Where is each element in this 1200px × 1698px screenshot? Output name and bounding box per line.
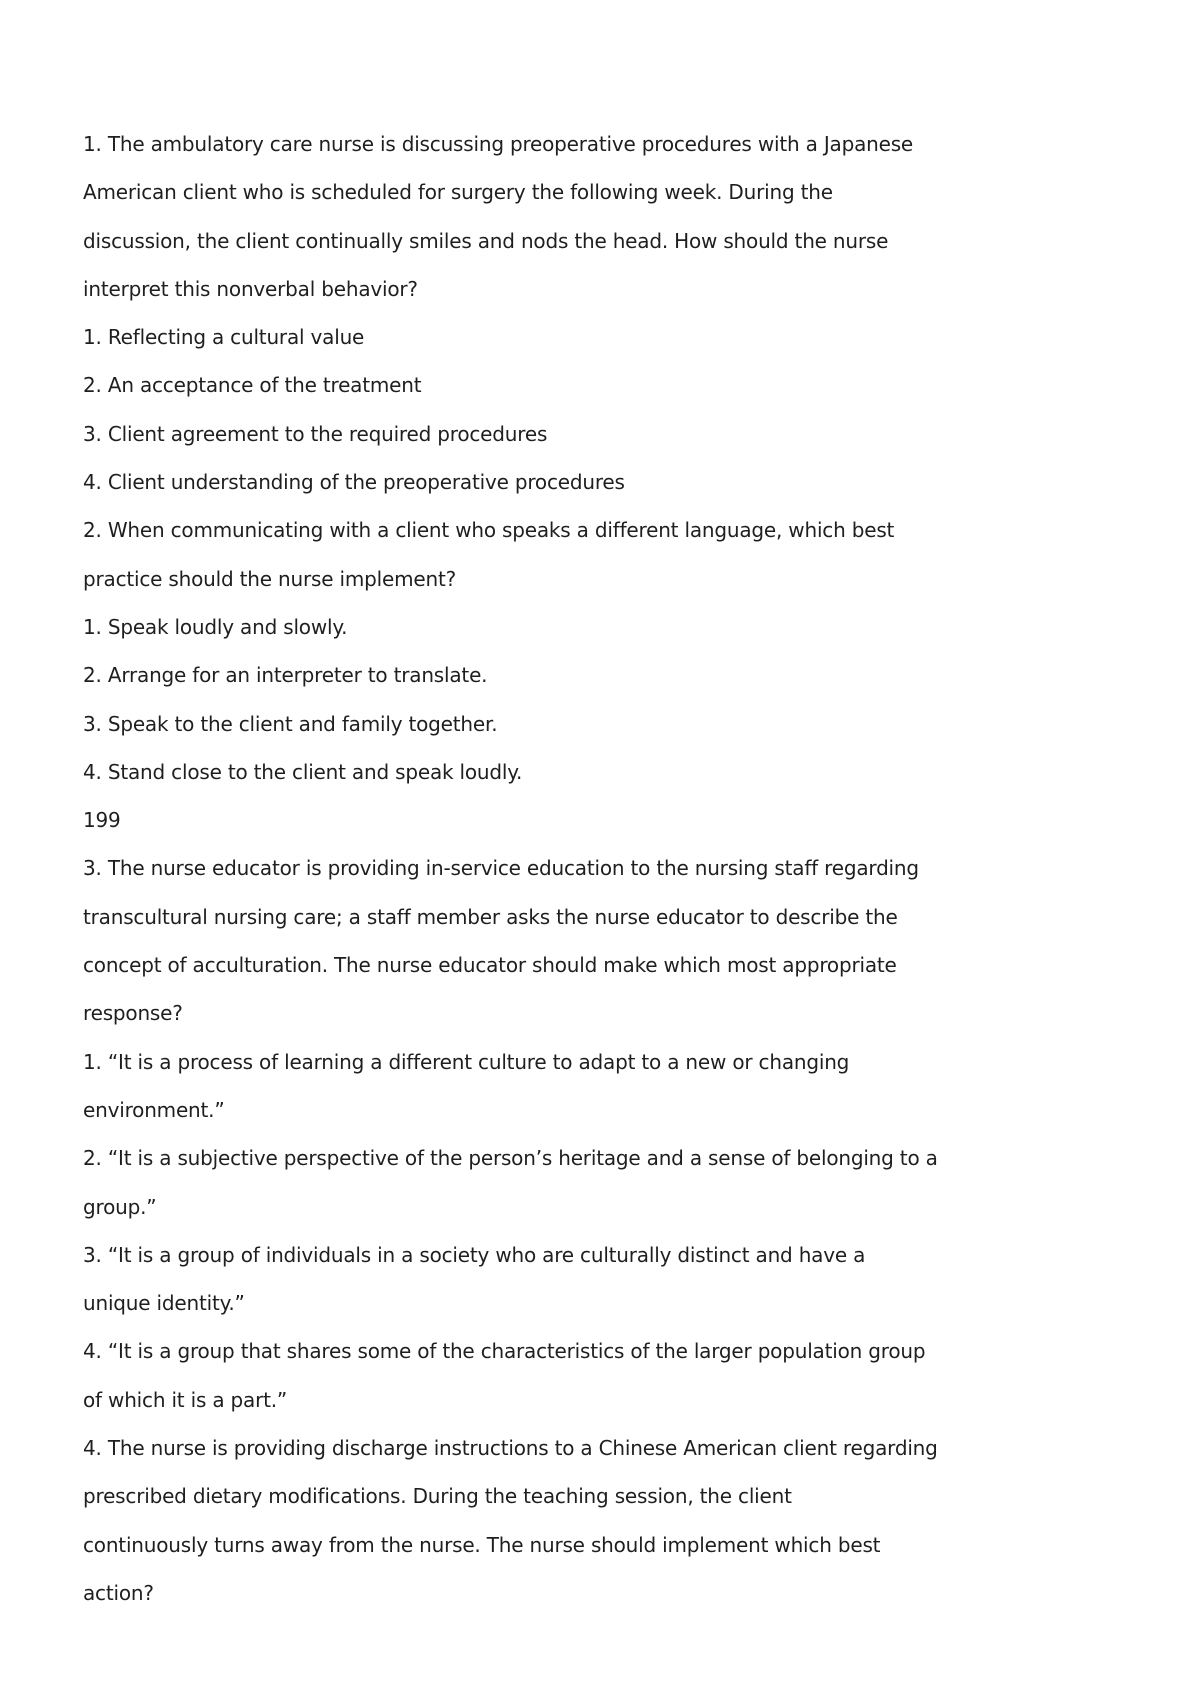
q3-option-4-line-1: 4. “It is a group that shares some of the characteristics of the larger population group xyxy=(83,1339,926,1364)
q3-option-2-line-1: 2. “It is a subjective perspective of the person’s heritage and a sense of belonging to a xyxy=(83,1146,938,1171)
q2-stem-line-1: 2. When communicating with a client who speaks a different language, which best xyxy=(83,518,895,543)
q3-stem-line-2: transcultural nursing care; a staff member asks the nurse educator to describe the xyxy=(83,904,898,929)
q2-option-1: 1. Speak loudly and slowly. xyxy=(83,614,348,639)
q4-stem-line-3: continuously turns away from the nurse. The nurse should implement which best xyxy=(83,1532,881,1557)
q4-stem-line-2: prescribed dietary modifications. During the teaching session, the client xyxy=(83,1484,792,1509)
page-number: 199 xyxy=(83,808,121,833)
q3-stem-line-1: 3. The nurse educator is providing in-service education to the nursing staff regarding xyxy=(83,856,919,881)
q3-stem-line-4: response? xyxy=(83,1001,183,1026)
q1-stem-line-2: American client who is scheduled for surgery the following week. During the xyxy=(83,180,833,205)
q2-option-4: 4. Stand close to the client and speak loudly. xyxy=(83,759,523,784)
q2-option-2: 2. Arrange for an interpreter to translate. xyxy=(83,663,488,688)
q3-option-3-line-2: unique identity.” xyxy=(83,1291,245,1316)
q4-stem-line-1: 4. The nurse is providing discharge instructions to a Chinese American client regarding xyxy=(83,1436,938,1461)
q3-stem-line-3: concept of acculturation. The nurse educator should make which most appropriate xyxy=(83,953,897,978)
q1-stem-line-4: interpret this nonverbal behavior? xyxy=(83,276,418,301)
q1-option-3: 3. Client agreement to the required procedures xyxy=(83,421,548,446)
q3-option-2-line-2: group.” xyxy=(83,1194,157,1219)
q1-stem-line-1: 1. The ambulatory care nurse is discussing preoperative procedures with a Japanese xyxy=(83,132,914,156)
q1-option-2: 2. An acceptance of the treatment xyxy=(83,373,422,398)
q4-stem-line-4: action? xyxy=(83,1580,154,1605)
q2-stem-line-2: practice should the nurse implement? xyxy=(83,566,456,591)
q3-option-1-line-1: 1. “It is a process of learning a different culture to adapt to a new or changing xyxy=(83,1049,850,1074)
q3-option-1-line-2: environment.” xyxy=(83,1097,225,1122)
document-page xyxy=(83,120,1123,1617)
q3-option-4-line-2: of which it is a part.” xyxy=(83,1387,288,1412)
q3-option-3-line-1: 3. “It is a group of individuals in a society who are culturally distinct and have a xyxy=(83,1242,866,1267)
q1-option-4: 4. Client understanding of the preoperative procedures xyxy=(83,470,625,495)
q1-option-1: 1. Reflecting a cultural value xyxy=(83,325,365,350)
q2-option-3: 3. Speak to the client and family together. xyxy=(83,711,498,736)
q1-stem-line-3: discussion, the client continually smiles and nods the head. How should the nurse xyxy=(83,228,889,253)
